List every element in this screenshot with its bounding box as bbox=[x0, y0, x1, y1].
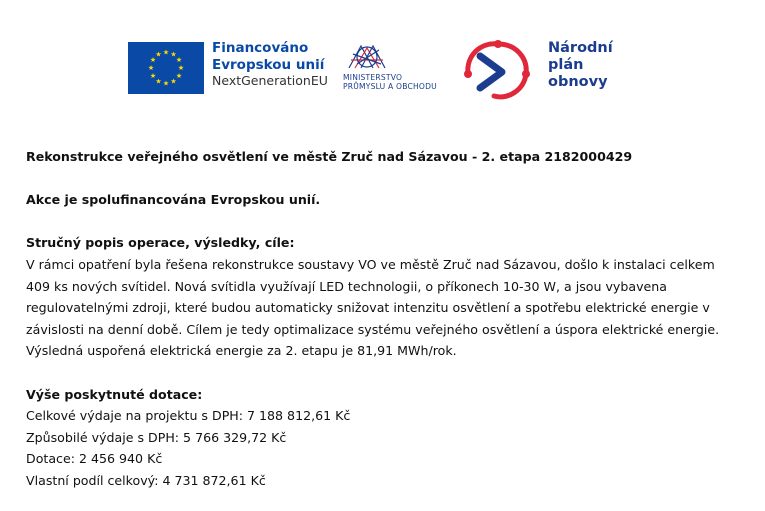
document-body bbox=[26, 146, 746, 492]
summary-heading: Stručný popis operace, výsledky, cíle: bbox=[26, 235, 295, 251]
svg-text:★: ★ bbox=[162, 48, 170, 57]
svg-text:★: ★ bbox=[175, 56, 183, 64]
svg-text:★: ★ bbox=[175, 72, 183, 80]
cofinance-statement: Akce je spolufinancována Evropskou unií. bbox=[26, 192, 321, 208]
eu-text-line2: Evropskou unií bbox=[212, 56, 325, 73]
npo-text bbox=[548, 40, 613, 91]
funding-line-eligible: Způsobilé výdaje s DPH: 5 766 329,72 Kč bbox=[26, 429, 287, 445]
mpo-logo bbox=[343, 40, 463, 100]
svg-text:★: ★ bbox=[149, 56, 157, 64]
mpo-text bbox=[343, 73, 437, 91]
summary-line: V rámci opatření byla řešena rekonstrukce soustavy VO ve městě Zruč nad Sázavou, došlo k instalaci celkem bbox=[26, 256, 715, 272]
funding-line-total: Celkové výdaje na projektu s DPH: 7 188 812,61 Kč bbox=[26, 408, 351, 424]
eu-text-line3: NextGenerationEU bbox=[212, 73, 328, 88]
funding-line-own-share: Vlastní podíl celkový: 4 731 872,61 Kč bbox=[26, 472, 266, 488]
eu-funding-text bbox=[212, 40, 328, 90]
summary-line: závislosti na denní době. Cílem je tedy optimalizace systému veřejného osvětlení a úspora elektrické energie. bbox=[26, 321, 720, 337]
eu-text-line1: Financováno bbox=[212, 40, 309, 56]
summary-line: Výsledná uspořená elektrická energie za 2. etapu je 81,91 MWh/rok. bbox=[26, 343, 457, 359]
funding-heading: Výše poskytnuté dotace: bbox=[26, 386, 203, 402]
svg-text:★: ★ bbox=[177, 64, 185, 72]
mpo-emblem-icon bbox=[343, 40, 403, 72]
svg-text:★: ★ bbox=[155, 77, 162, 86]
svg-text:★: ★ bbox=[147, 64, 155, 72]
npo-mark-icon bbox=[458, 34, 538, 104]
mpo-text-line2: PRŮMYSLU A OBCHODU bbox=[343, 82, 437, 91]
npo-text-line3: obnovy bbox=[548, 74, 608, 90]
svg-text:★: ★ bbox=[162, 79, 170, 88]
npo-text-line2: plán bbox=[548, 57, 584, 73]
svg-text:★: ★ bbox=[170, 77, 177, 86]
npo-text-line1: Národní bbox=[548, 40, 613, 56]
logo-bar bbox=[0, 34, 765, 104]
summary-line: 409 ks nových svítidel. Nová svítidla využívají LED technologii, o příkonech 10-30 W, a jsou vybavena bbox=[26, 278, 667, 294]
funding-line-subsidy: Dotace: 2 456 940 Kč bbox=[26, 451, 163, 467]
svg-text:★: ★ bbox=[149, 72, 157, 80]
mpo-text-line1: MINISTERSTVO bbox=[343, 73, 403, 82]
summary-line: regulovatelnými zdroji, které budou automaticky snižovat intenzitu osvětlení a spotřebu elektrické energie v bbox=[26, 300, 710, 316]
svg-text:★: ★ bbox=[170, 50, 177, 59]
document-title: Rekonstrukce veřejného osvětlení ve městě Zruč nad Sázavou - 2. etapa 2182000429 bbox=[26, 149, 633, 164]
svg-text:★: ★ bbox=[155, 50, 162, 59]
eu-flag-icon bbox=[128, 42, 204, 94]
